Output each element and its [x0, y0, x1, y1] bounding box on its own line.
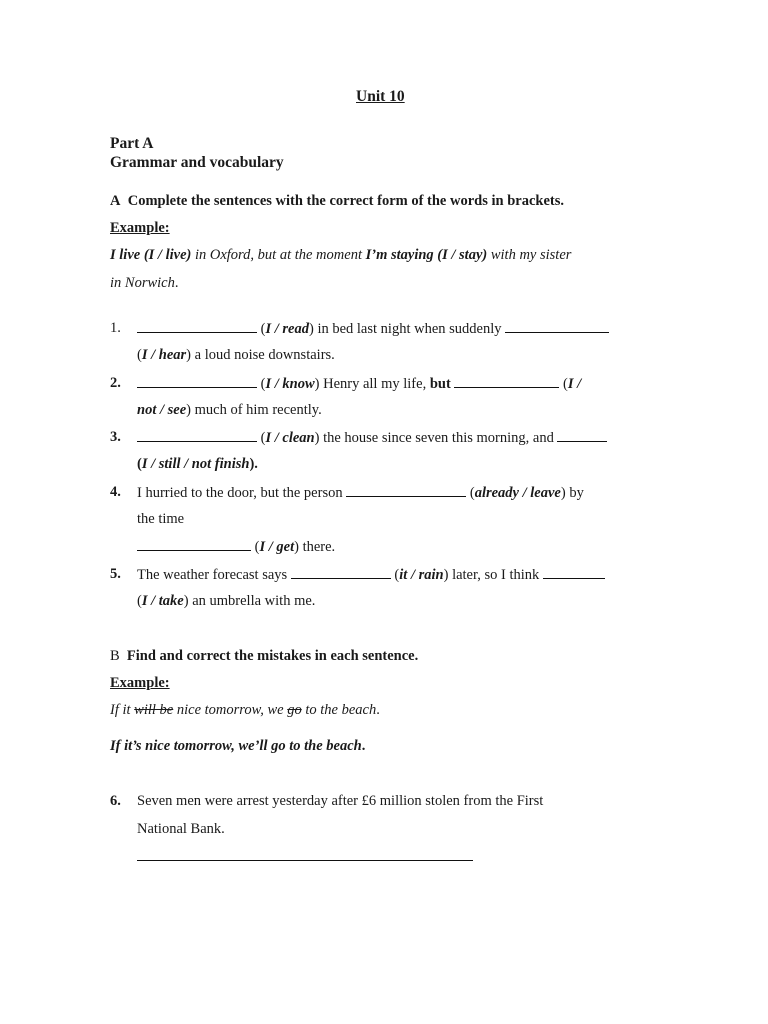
cue: I / still / not finish: [141, 456, 250, 472]
item-text: much of him recently.: [190, 402, 322, 418]
exercise-letter: A: [110, 193, 121, 209]
cue: it / rain: [399, 567, 444, 583]
exercise-a-instruction: [110, 192, 564, 210]
answer-blank[interactable]: [137, 428, 257, 442]
item-text: later, so I think: [448, 567, 540, 583]
cue: I / know: [265, 376, 315, 392]
item-number: 2.: [110, 375, 121, 391]
cue: I / take: [141, 593, 184, 609]
item-text: by: [565, 485, 584, 501]
example-text: to the beach: [301, 702, 377, 718]
item-3-line-1: (I / clean) the house since seven this morning, and: [137, 428, 607, 447]
example-label: Example:: [110, 675, 170, 691]
instruction-text: Find and correct the mistakes in each sentence.: [126, 648, 419, 664]
answer-blank[interactable]: [137, 374, 257, 388]
struck-text: go: [287, 702, 302, 718]
item-text: ).: [249, 456, 258, 472]
item-text: I hurried to the door, but the person: [137, 485, 343, 501]
answer-blank[interactable]: [543, 565, 605, 579]
cue: I /: [567, 376, 582, 392]
exercise-b-instruction: [110, 647, 418, 665]
item-1-line-2: (I / hear) a loud noise downstairs.: [137, 347, 335, 363]
answer-blank[interactable]: [137, 319, 257, 333]
item-text: a loud noise downstairs.: [191, 347, 335, 363]
item-2-line-1: (I / know) Henry all my life, but (I /: [137, 374, 581, 393]
item-5-line-1: The weather forecast says (it / rain) later, so I think: [137, 565, 605, 584]
item-number: 3.: [110, 429, 121, 445]
item-4-line-2: the time: [137, 511, 185, 527]
item-number: 5.: [110, 566, 121, 582]
example-line-1: [110, 246, 571, 264]
answer-blank[interactable]: [346, 483, 466, 497]
cue: I / hear: [141, 347, 187, 363]
item-3-line-2: (I / still / not finish).: [137, 456, 258, 472]
answer-blank[interactable]: [137, 847, 473, 861]
answer-blank[interactable]: [137, 537, 251, 551]
example-text: in Norwich: [110, 275, 175, 291]
example-answer-2: I’m staying (I / stay): [365, 247, 488, 263]
example-text: in Oxford, but at the moment: [191, 247, 366, 263]
item-text: an umbrella with me.: [188, 593, 316, 609]
cue: not / see: [137, 402, 187, 418]
item-4-line-3: (I / get) there.: [137, 537, 335, 556]
section-heading: Grammar and vocabulary: [110, 154, 284, 171]
example-answer-1: I live (I / live): [110, 247, 192, 263]
example-end: .: [361, 738, 366, 754]
example-text: If it: [110, 702, 135, 718]
example-end: .: [174, 275, 179, 291]
item-number: 1.: [110, 320, 121, 336]
answer-blank[interactable]: [557, 428, 607, 442]
item-6-line-2: National Bank.: [137, 821, 225, 837]
cue: I / read: [265, 321, 309, 337]
example-line-2: [110, 274, 178, 292]
example-text: If it’s nice tomorrow, we’ll go to the beach: [110, 738, 362, 754]
answer-blank[interactable]: [291, 565, 391, 579]
page-title: Unit 10: [356, 88, 405, 105]
item-text: Henry all my life,: [319, 376, 430, 392]
example-label: Example:: [110, 220, 170, 236]
item-text: The weather forecast says: [137, 567, 288, 583]
item-5-line-2: (I / take) an umbrella with me.: [137, 593, 316, 609]
item-6-line-1: Seven men were arrest yesterday after £6 million stolen from the First: [137, 793, 544, 809]
answer-blank[interactable]: [454, 374, 559, 388]
item-4-line-1: I hurried to the door, but the person (already / leave) by: [137, 485, 584, 501]
part-heading: Part A: [110, 135, 154, 152]
item-number: 6.: [110, 793, 121, 809]
item-2-line-2: not / see) much of him recently.: [137, 402, 322, 418]
example-end: .: [376, 702, 380, 718]
item-number: 4.: [110, 484, 121, 500]
answer-blank[interactable]: [505, 319, 609, 333]
item-1-line-1: (I / read) in bed last night when suddenly: [137, 319, 609, 338]
example-wrong-sentence: [110, 701, 380, 719]
cue: already / leave: [474, 485, 561, 501]
item-text: in bed last night when suddenly: [313, 321, 502, 337]
cue: I / clean: [265, 430, 315, 446]
struck-text: will be: [134, 702, 174, 718]
exercise-letter: B: [110, 648, 120, 664]
cue: I / get: [259, 539, 295, 555]
example-correct-sentence: [110, 737, 365, 755]
item-text: but: [429, 376, 451, 392]
item-text: there.: [298, 539, 336, 555]
item-6-answer-line: [137, 847, 473, 866]
instruction-text: Complete the sentences with the correct form of the words in brackets.: [127, 193, 564, 209]
item-text: the house since seven this morning, and: [319, 430, 554, 446]
example-text: with my sister: [487, 247, 572, 263]
example-text: nice tomorrow, we: [173, 702, 288, 718]
